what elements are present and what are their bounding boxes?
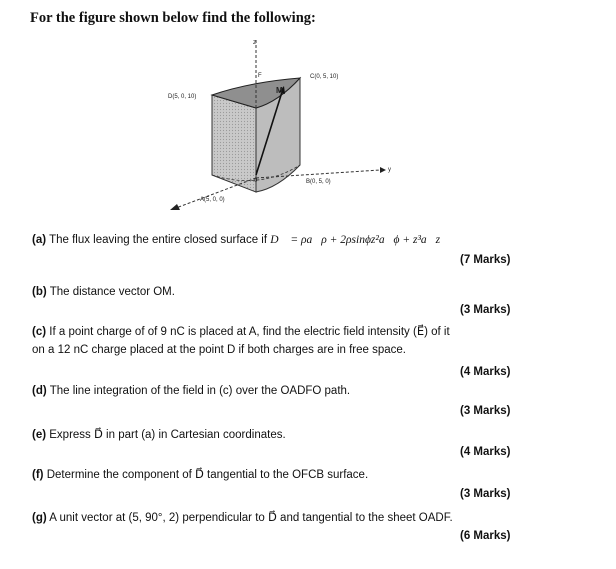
question-f-marks: (3 Marks) (460, 488, 511, 500)
question-g (32, 510, 453, 524)
question-e-tag: (e) (32, 429, 47, 441)
question-d (32, 385, 350, 397)
axis-y-label: y (388, 167, 391, 173)
question-e-marks: (4 Marks) (460, 446, 511, 458)
question-e (32, 427, 286, 441)
question-a-math: D⃗ = ρa⃗ρ + 2ρsinϕz²a⃗ϕ + z³a⃗z (270, 234, 441, 246)
point-B-label: B(0, 5, 0) (306, 179, 331, 185)
axis-z-label: z (253, 40, 256, 46)
cylinder-figure (150, 30, 410, 220)
question-b (32, 286, 175, 298)
question-c-line2: on a 12 nC charge placed at the point D if both charges are in free space. (32, 344, 406, 356)
point-A-label: A(5, 0, 0) (200, 197, 225, 203)
question-f-tag: (f) (32, 469, 44, 481)
point-C-label: C(0, 5, 10) (310, 74, 339, 80)
question-a-tag: (a) (32, 234, 47, 246)
question-b-tag: (b) (32, 286, 47, 298)
question-a (32, 234, 440, 246)
question-b-text: The distance vector OM. (49, 286, 175, 298)
question-c-text1: If a point charge of of 9 nC is placed at A, find the electric field intensity (E⃗) of it (49, 326, 450, 338)
label-F: F (258, 73, 262, 79)
question-a-marks: (7 Marks) (460, 254, 511, 266)
question-f-text: Determine the component of D⃗ tangential to the OFCB surface. (46, 469, 369, 481)
question-d-text: The line integration of the field in (c) over the OADFO path. (49, 385, 351, 397)
question-d-marks: (3 Marks) (460, 405, 511, 417)
question-g-tag: (g) (32, 512, 47, 524)
question-d-tag: (d) (32, 385, 47, 397)
question-c-marks: (4 Marks) (460, 366, 511, 378)
question-g-marks: (6 Marks) (460, 530, 511, 542)
question-c-tag: (c) (32, 326, 47, 338)
question-f (32, 467, 368, 481)
heading: For the figure shown below find the following: (30, 10, 316, 26)
label-O: 0 (254, 178, 258, 184)
label-M: M (276, 86, 283, 95)
x-axis (176, 178, 256, 208)
point-D-label: D(5, 0, 10) (168, 94, 197, 100)
question-e-text: Express D⃗ in part (a) in Cartesian coordinates. (49, 429, 286, 441)
question-c (32, 324, 450, 338)
question-g-text: A unit vector at (5, 90°, 2) perpendicular to D⃗ and tangential to the sheet OADF. (49, 512, 453, 524)
question-b-marks: (3 Marks) (460, 304, 511, 316)
y-arrow (380, 167, 386, 173)
front-face (212, 95, 256, 192)
x-arrow (170, 204, 180, 210)
question-a-text: The flux leaving the entire closed surface if (49, 234, 268, 246)
